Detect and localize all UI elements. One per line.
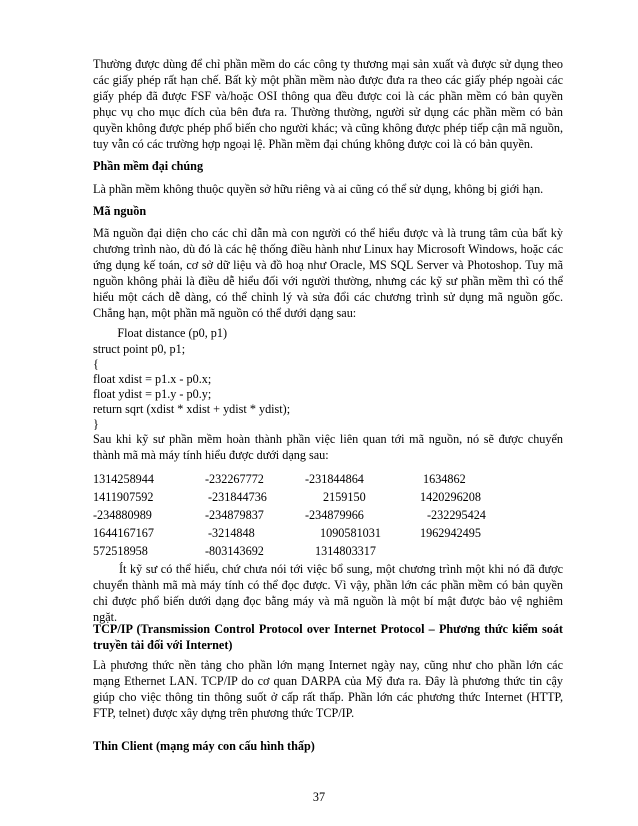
after-numbers-paragraph: Ít kỹ sư có thể hiểu, chứ chưa nói tới việc bổ sung, một chương trình một khi nó đã được chuyển thành mã mà máy tính có thể đọc được. Vì vậy, phần lớn các phần mềm có bản quyền chỉ được phổ biến dưới dạng đọc bằng máy và mã nguồn là một bí mật được bảo vệ nghiêm ngặt.: [93, 562, 563, 624]
code-line: return sqrt (xdist * xdist + ydist * ydist);: [93, 402, 291, 416]
heading-thin-client: Thin Client (mạng máy con cấu hình thấp): [93, 739, 315, 753]
heading-source-code: Mã nguồn: [93, 204, 147, 218]
table-cell: 1644167167: [93, 526, 154, 540]
table-cell: 1314258944: [93, 472, 154, 486]
table-row: [93, 543, 573, 559]
table-cell: -803143692: [205, 544, 264, 558]
table-cell: -231844864: [305, 472, 364, 486]
table-cell: 1420296208: [420, 490, 481, 504]
table-cell: -232267772: [205, 472, 264, 486]
code-line: {: [93, 357, 99, 371]
code-line: float xdist = p1.x - p0.x;: [93, 372, 212, 386]
heading-public-software: Phần mềm đại chúng: [93, 159, 204, 173]
table-cell: -234879966: [305, 508, 364, 522]
page-number: 37: [312, 790, 326, 804]
table-cell: -234879837: [205, 508, 264, 522]
code-line: Float distance (p0, p1): [93, 326, 228, 340]
code-line: float ydist = p1.y - p0.y;: [93, 387, 212, 401]
table-cell: 1314803317: [315, 544, 376, 558]
table-cell: -232295424: [427, 508, 486, 522]
code-line: struct point p0, p1;: [93, 342, 186, 356]
public-software-paragraph: Là phần mềm không thuộc quyền sở hữu riêng và ai cũng có thể sử dụng, không bị giới hạn.: [93, 182, 544, 196]
table-cell: 1090581031: [320, 526, 381, 540]
intro-paragraph: Thường được dùng để chỉ phần mềm do các công ty thương mại sản xuất và được sử dụng theo các giấy phép rất hạn chế. Bất kỳ một phần mềm nào được đưa ra theo các giấy phép ngoài các giấy phép đã được FSF và/hoặc OSI thông qua đều được coi là các phần mềm có bản quyền phục vụ cho mục đích của bên đưa ra. Thường thường, người sử dụng các phần mềm có bản quyền không được phép phổ biến cho người khác; và cũng không được phép tiếp cận mã nguồn, tuy vẫn có các trường hợp ngoại lệ. Phần mềm đại chúng không được coi là có bản quyền.: [93, 57, 563, 151]
code-line: }: [93, 417, 99, 431]
table-cell: -3214848: [208, 526, 255, 540]
source-code-paragraph: Mã nguồn đại diện cho các chỉ dẫn mà con người có thể hiểu được và là trung tâm của bất kỳ chương trình nào, dù đó là các hệ thống điều hành như Linux hay Microsoft Windows, hoặc các ứng dụng kế toán, cơ sở dữ liệu và đồ hoạ như Oracle, MS SQL Server và Photoshop. Tuy mã nguồn không phải là điều dễ hiểu đối với người thường, nhưng các kỹ sư phần mềm thì có thể hiểu một cách dễ dàng, có thể chỉnh lý và sửa đổi các chương trình sử dụng mã nguồn gốc. Chẳng hạn, một phần mã nguồn có thể dưới dạng sau:: [93, 226, 563, 320]
after-code-paragraph: Sau khi kỹ sư phần mềm hoàn thành phần việc liên quan tới mã nguồn, nó sẽ được chuyển thành mã mà máy tính hiểu được dưới dạng sau:: [93, 432, 563, 462]
table-cell: 572518958: [93, 544, 148, 558]
table-cell: 2159150: [323, 490, 366, 504]
table-cell: -234880989: [93, 508, 152, 522]
table-cell: 1411907592: [93, 490, 154, 504]
table-cell: 1962942495: [420, 526, 481, 540]
heading-tcp-ip: TCP/IP (Transmission Control Protocol over Internet Protocol – Phương thức kiểm soát truyền tải đối với Internet): [93, 622, 563, 652]
table-row: [93, 525, 573, 541]
table-row: [93, 471, 573, 487]
table-row: [93, 507, 573, 523]
table-cell: 1634862: [423, 472, 466, 486]
table-row: [93, 489, 573, 505]
tcp-ip-paragraph: Là phương thức nền tảng cho phần lớn mạng Internet ngày nay, cũng như cho phần lớn các mạng Ethernet LAN. TCP/IP do cơ quan DARPA của Mỹ đưa ra. Đây là phương thức tin cậy giúp cho việc thông tin thông suốt ở cấp rất thấp. Phần lớn các phương thức Internet (HTTP, FTP, telnet) được xây dựng trên phương thức TCP/IP.: [93, 658, 563, 720]
table-cell: -231844736: [208, 490, 267, 504]
